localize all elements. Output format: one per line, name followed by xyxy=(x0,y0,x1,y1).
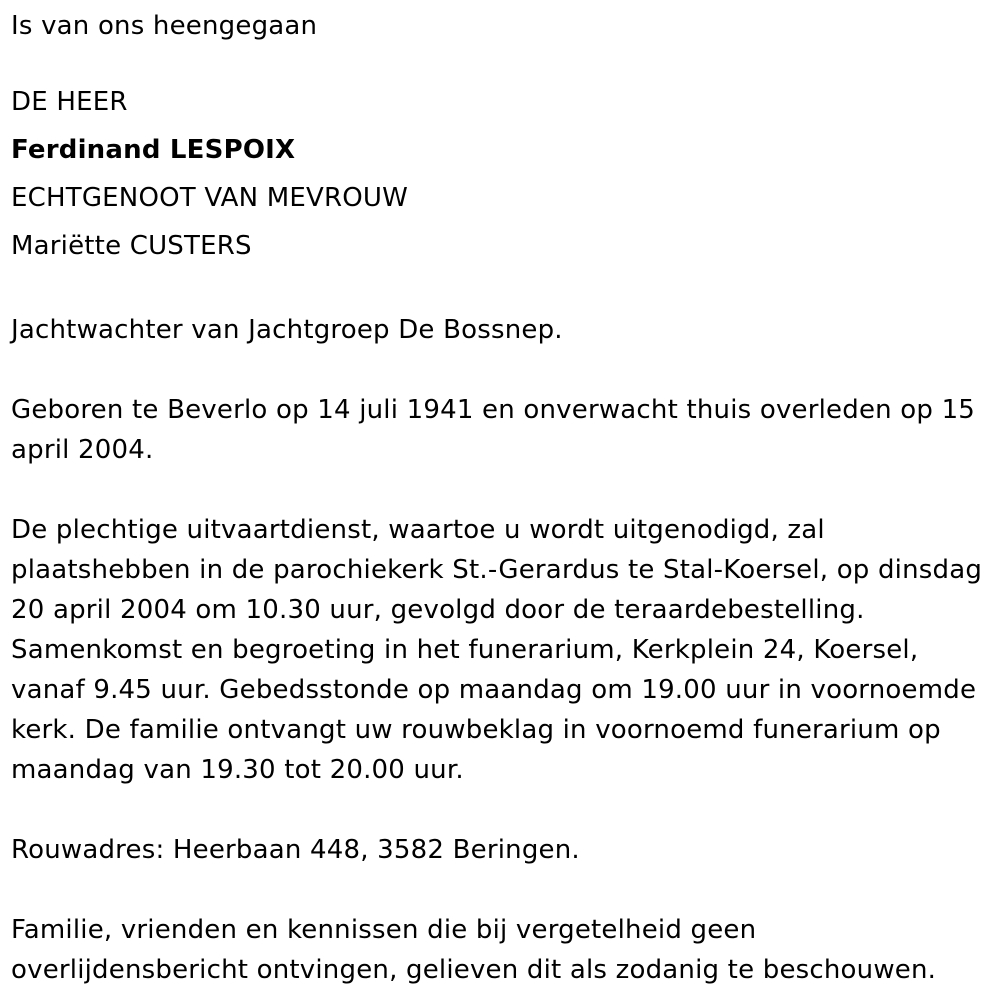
spouse-name: Mariëtte CUSTERS xyxy=(11,231,252,261)
deceased-heading xyxy=(11,78,991,270)
paragraph-line: Familie, vrienden en kennissen die bij vergetelheid geen xyxy=(11,915,757,945)
spouse-label: ECHTGENOOT VAN MEVROUW xyxy=(11,183,409,213)
paragraph-line: vanaf 9.45 uur. Gebedsstonde op maandag om 19.00 uur in voornoemde xyxy=(11,675,977,705)
role-text: Jachtwachter van Jachtgroep De Bossnep. xyxy=(11,315,563,345)
service-paragraph xyxy=(11,510,991,790)
paragraph-line: Geboren te Beverlo op 14 juli 1941 en onverwacht thuis overleden op 15 xyxy=(11,395,976,425)
deceased-name: Ferdinand LESPOIX xyxy=(11,135,296,165)
paragraph-line: 20 april 2004 om 10.30 uur, gevolgd door de teraardebestelling. xyxy=(11,595,865,625)
paragraph-line: kerk. De familie ontvangt uw rouwbeklag in voornoemd funerarium op xyxy=(11,715,941,745)
spacer xyxy=(11,870,991,910)
paragraph-line: Samenkomst en begroeting in het funerarium, Kerkplein 24, Koersel, xyxy=(11,635,919,665)
spacer xyxy=(11,270,991,310)
spacer xyxy=(11,790,991,830)
paragraph-line: april 2004. xyxy=(11,435,154,465)
spacer xyxy=(11,470,991,510)
closing-paragraph xyxy=(11,910,991,990)
spacer xyxy=(11,46,991,78)
title-text: DE HEER xyxy=(11,87,128,117)
paragraph-line: De plechtige uitvaartdienst, waartoe u wordt uitgenodigd, zal xyxy=(11,515,825,545)
birth-death-paragraph xyxy=(11,390,991,470)
paragraph-line: maandag van 19.30 tot 20.00 uur. xyxy=(11,755,464,785)
mourning-address: Rouwadres: Heerbaan 448, 3582 Beringen. xyxy=(11,835,580,865)
paragraph-line: overlijdensbericht ontvingen, gelieven dit als zodanig te beschouwen. xyxy=(11,955,937,985)
spacer xyxy=(11,350,991,390)
paragraph-line: plaatshebben in de parochiekerk St.-Gerardus te Stal-Koersel, op dinsdag xyxy=(11,555,983,585)
intro-text: Is van ons heengegaan xyxy=(11,11,318,41)
death-notice xyxy=(11,6,991,990)
